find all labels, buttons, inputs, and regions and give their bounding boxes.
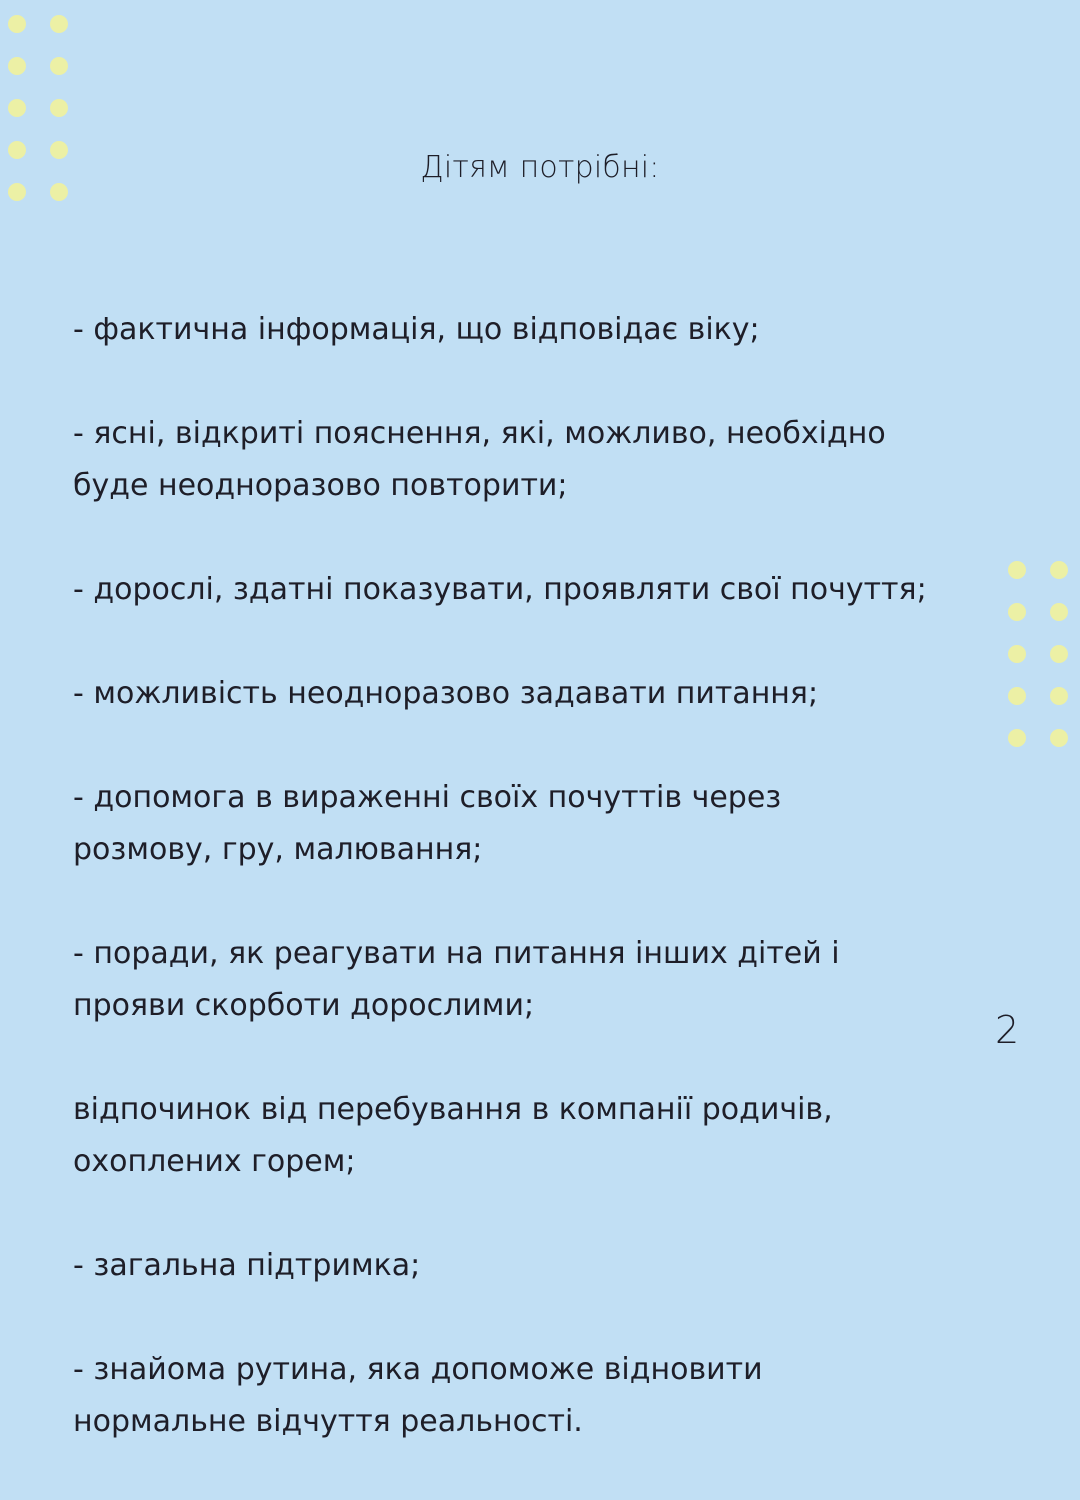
list-item: - допомога в вираженні своїх почуттів через розмову, гру, малювання; bbox=[73, 780, 782, 867]
list-item: - ясні, відкриті пояснення, які, можливо, необхідно буде неодноразово повторити; bbox=[73, 416, 886, 503]
dot bbox=[1050, 729, 1068, 747]
list-item: - дорослі, здатні показувати, проявляти свої почуття; bbox=[73, 572, 927, 607]
page-title: Дітям потрібні: bbox=[420, 150, 660, 185]
list-item: - фактична інформація, що відповідає віку; bbox=[73, 312, 760, 347]
dot bbox=[1050, 603, 1068, 621]
dot bbox=[50, 99, 68, 117]
list-item: відпочинок від перебування в компанії родичів, охоплених горем; bbox=[73, 1092, 833, 1179]
list-item: - можливість неодноразово задавати питання; bbox=[73, 676, 819, 711]
page-number: 2 bbox=[995, 1008, 1020, 1052]
list-item: - загальна підтримка; bbox=[73, 1248, 421, 1283]
dot bbox=[8, 99, 26, 117]
needs-list bbox=[73, 252, 1033, 1500]
dot bbox=[1050, 645, 1068, 663]
dot bbox=[50, 183, 68, 201]
dot bbox=[50, 57, 68, 75]
list-item: - поради, як реагувати на питання інших дітей і прояви скорботи дорослими; bbox=[73, 936, 840, 1023]
dot bbox=[1050, 687, 1068, 705]
dot bbox=[50, 15, 68, 33]
dot bbox=[8, 183, 26, 201]
dot bbox=[8, 15, 26, 33]
dot bbox=[8, 57, 26, 75]
list-item: - знайома рутина, яка допоможе відновити нормальне відчуття реальності. bbox=[73, 1352, 763, 1439]
dot bbox=[1050, 561, 1068, 579]
